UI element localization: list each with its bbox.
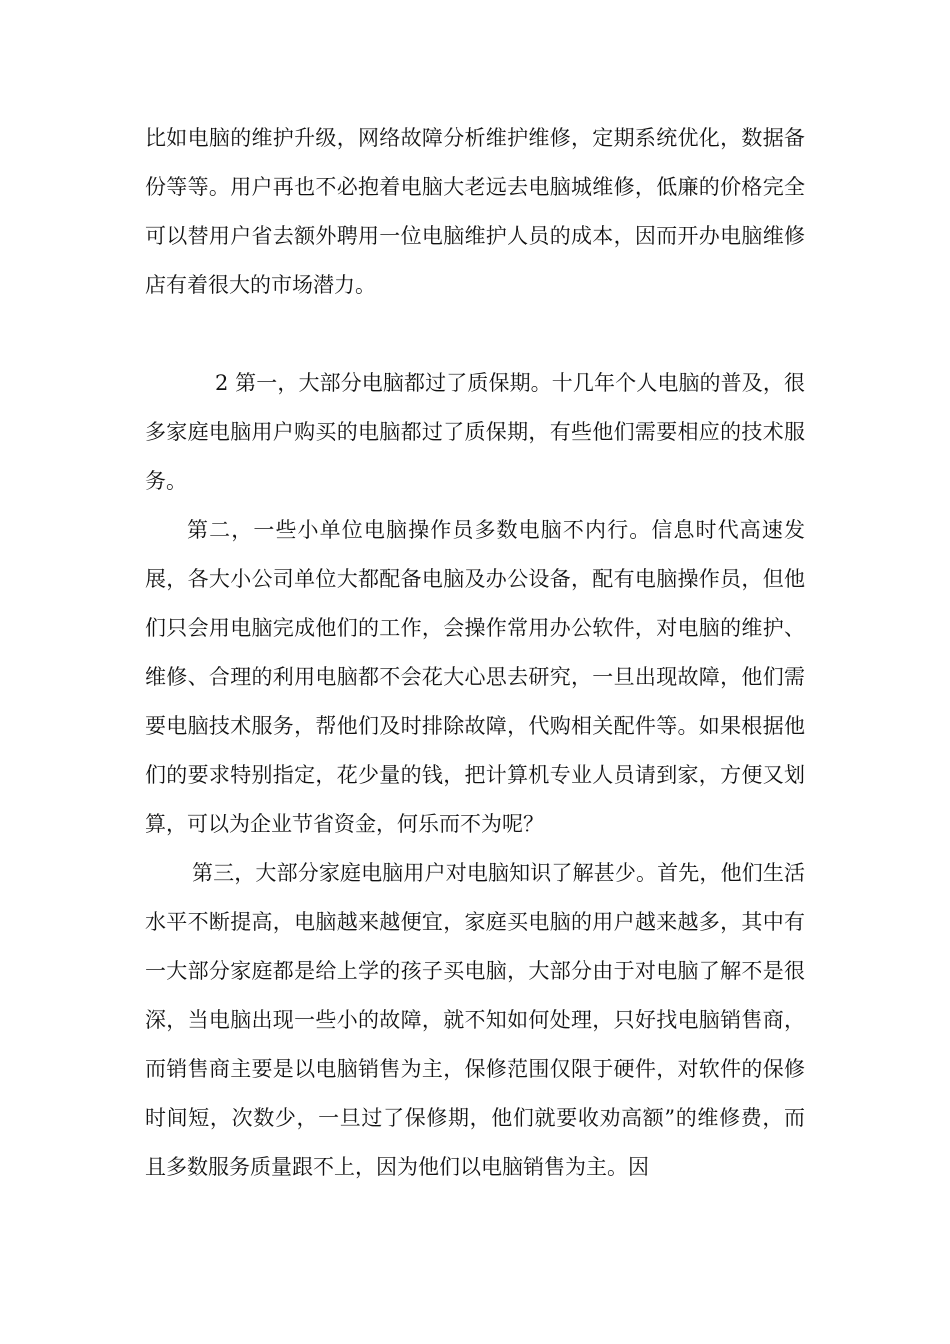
- paragraph-point-one-warranty: 2 第一，大部分电脑都过了质保期。十几年个人电脑的普及，很多家庭电脑用户购买的电脑都过了质保期，有些他们需要相应的技术服务。: [145, 371, 805, 493]
- document-body: [145, 114, 805, 1192]
- paragraph-point-two-small-units: 第二，一些小单位电脑操作员多数电脑不内行。信息时代高速发展，各大小公司单位大都配备电脑及办公设备，配有电脑操作员，但他们只会用电脑完成他们的工作，会操作常用办公软件，对电脑的维护、维修、合理的利用电脑都不会花大心思去研究，一旦出现故障，他们需要电脑技术服务，帮他们及时排除故障，代购相关配件等。如果根据他们的要求特别指定，花少量的钱，把计算机专业人员请到家，方便又划算，可以为企业节省资金，何乐而不为呢？: [145, 518, 805, 836]
- paragraph-maintenance-market: 比如电脑的维护升级，网络故障分析维护维修，定期系统优化，数据备份等等。用户再也不必抱着电脑大老远去电脑城维修，低廉的价格完全可以替用户省去额外聘用一位电脑维护人员的成本，因而开办电脑维修店有着很大的市场潜力。: [145, 126, 805, 297]
- paragraph-point-three-home-users: 第三，大部分家庭电脑用户对电脑知识了解甚少。首先，他们生活水平不断提高，电脑越来越便宜，家庭买电脑的用户越来越多，其中有一大部分家庭都是给上学的孩子买电脑，大部分由于对电脑了解不是很深，当电脑出现一些小的故障，就不知如何处理，只好找电脑销售商，而销售商主要是以电脑销售为主，保修范围仅限于硬件，对软件的保修时间短，次数少，一旦过了保修期，他们就要收劝高额”的维修费，而且多数服务质量跟不上，因为他们以电脑销售为主。因: [145, 861, 805, 1179]
